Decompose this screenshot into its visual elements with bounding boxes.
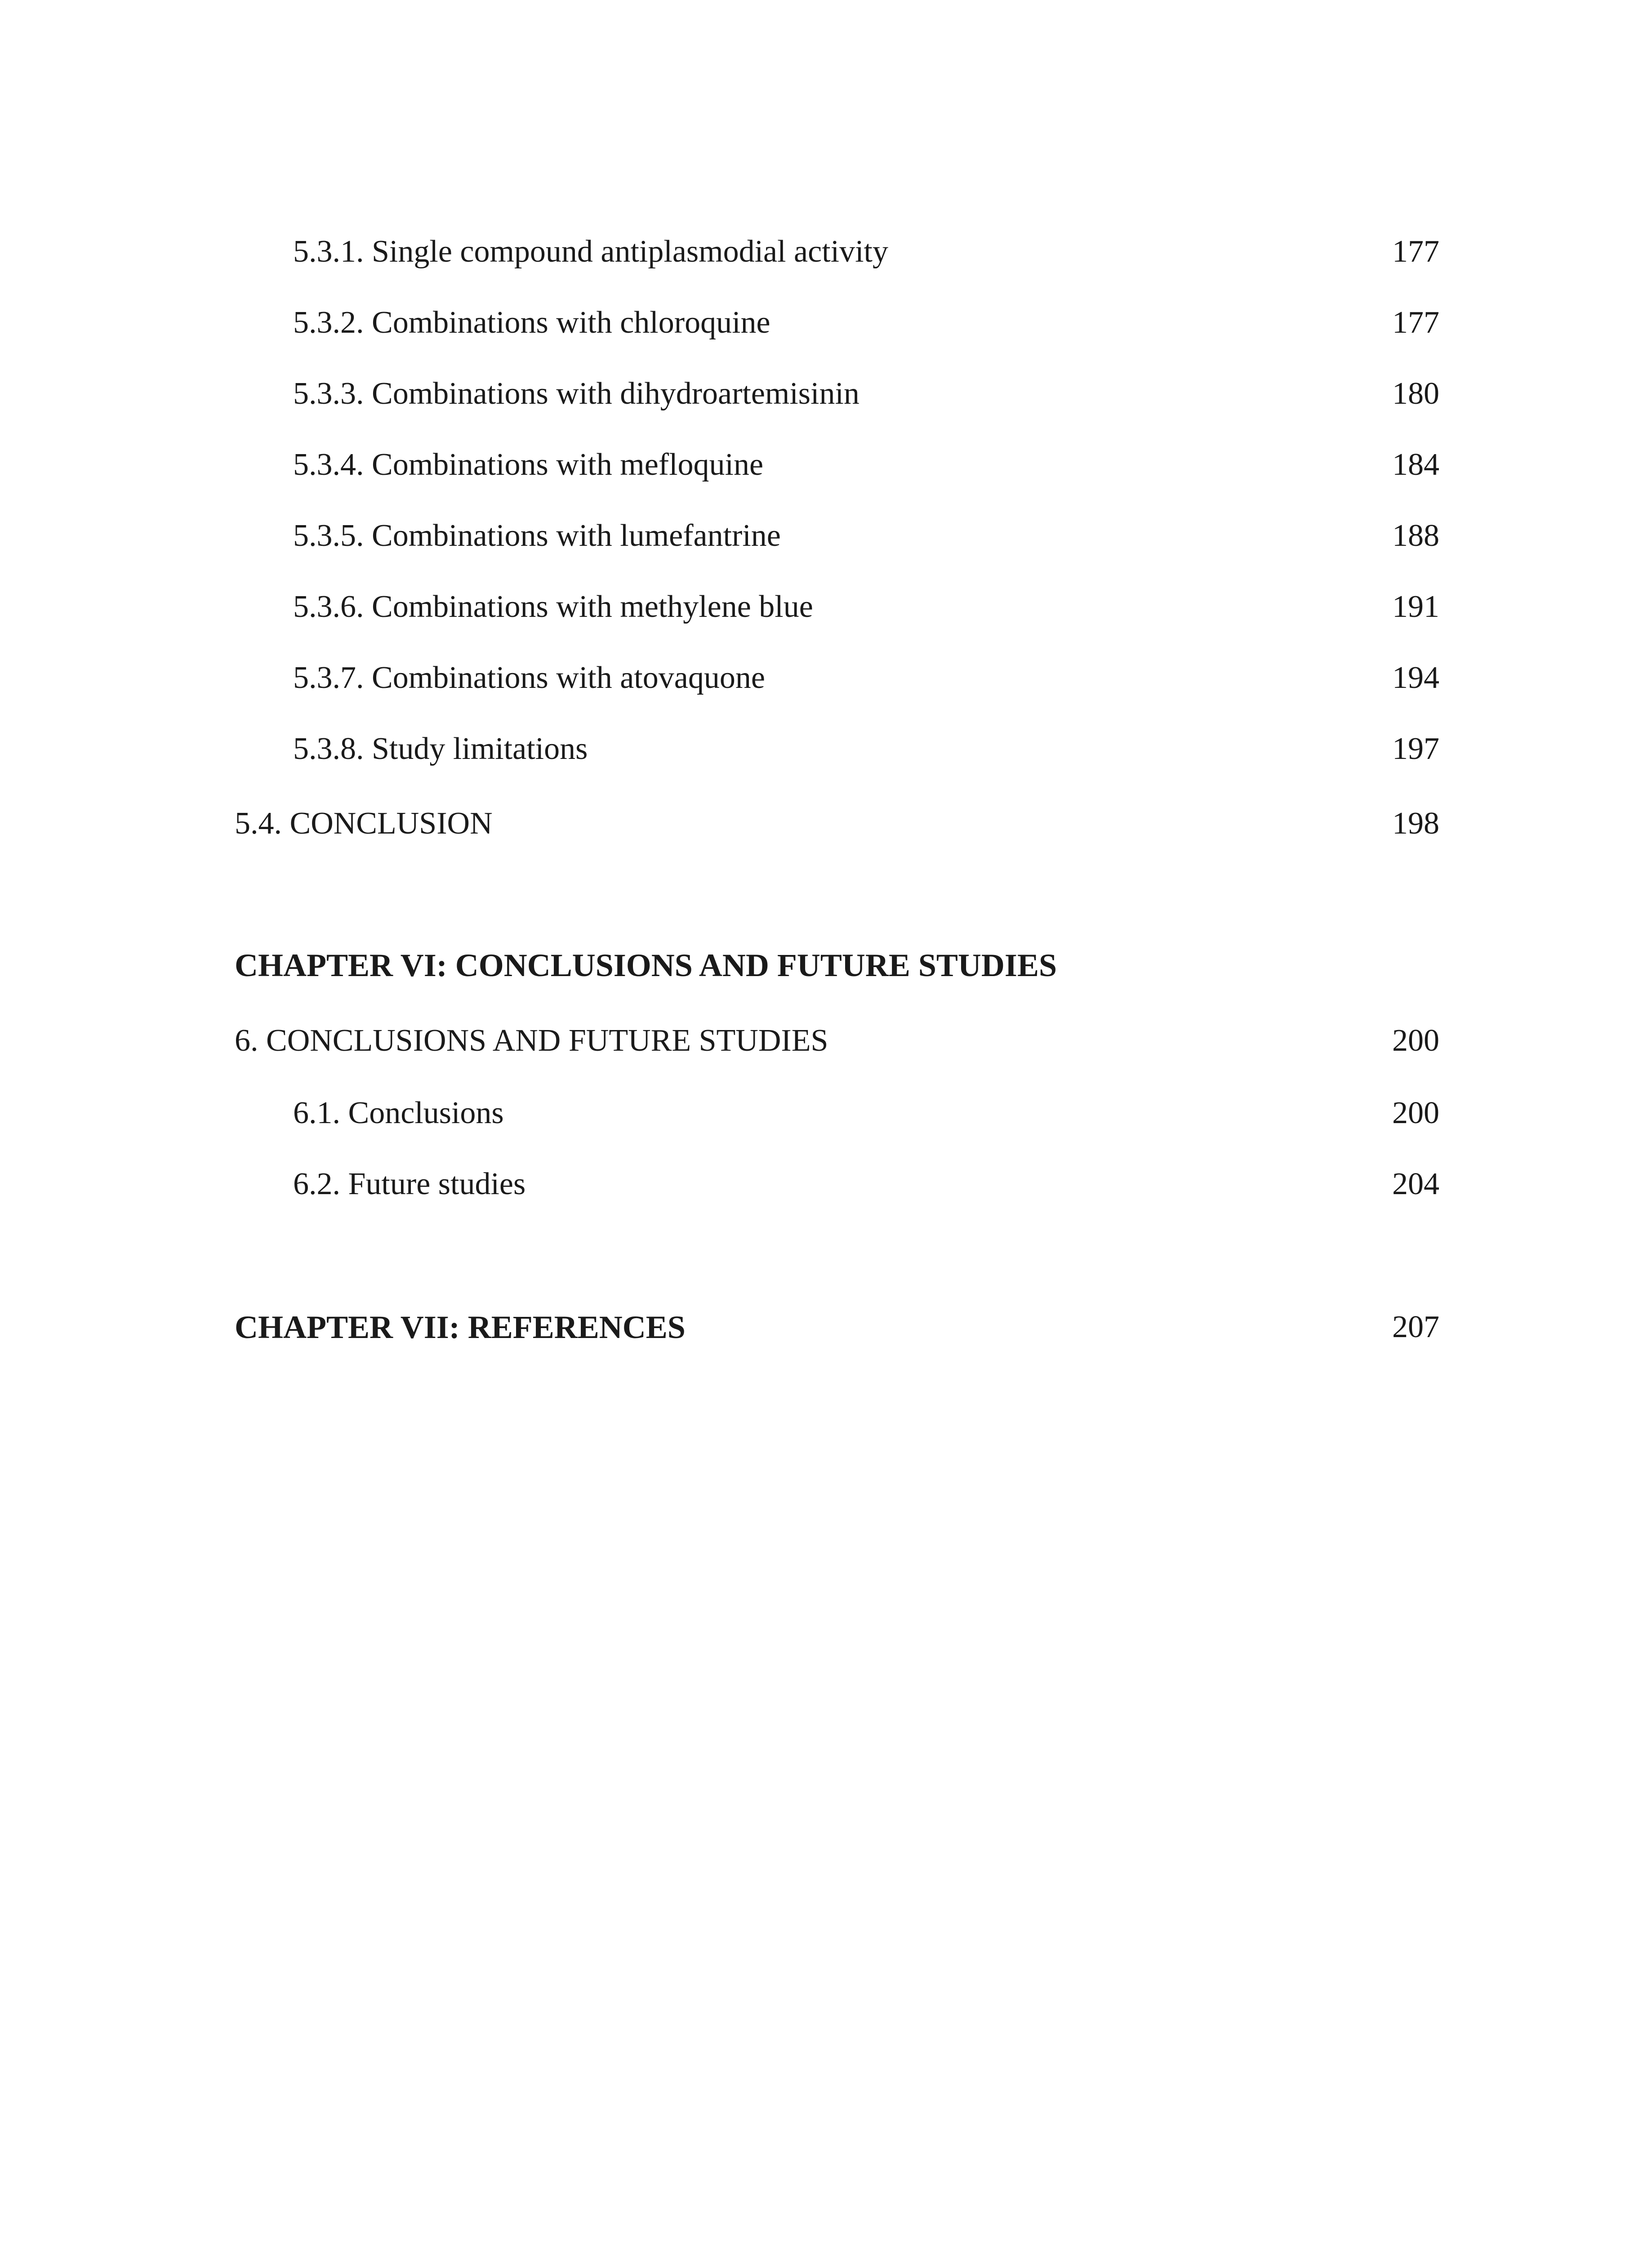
toc-entry-page-number: 188 <box>1392 518 1439 553</box>
toc-entry-page-number: 204 <box>1392 1167 1439 1201</box>
toc-entry-label: 5.3.4. Combinations with mefloquine <box>293 447 764 482</box>
toc-entry-5-3-3[interactable] <box>235 371 1439 416</box>
toc-entry-5-3-4[interactable] <box>235 442 1439 487</box>
toc-entry-page-number: 194 <box>1392 660 1439 695</box>
toc-entry-label: 5.3.7. Combinations with atovaquone <box>293 660 765 695</box>
toc-entry-label: 5.3.8. Study limitations <box>293 731 588 766</box>
toc-entry-page-number: 197 <box>1392 731 1439 766</box>
toc-entry-label: 6. CONCLUSIONS AND FUTURE STUDIES <box>235 1023 828 1058</box>
toc-chapter-heading-vi[interactable] <box>235 943 1439 988</box>
toc-entry-label: 6.2. Future studies <box>293 1167 526 1201</box>
toc-entry-page-number: 198 <box>1392 806 1439 841</box>
toc-entry-label: 5.3.5. Combinations with lumefantrine <box>293 518 781 553</box>
toc-entry-label: 5.3.1. Single compound antiplasmodial activity <box>293 234 888 269</box>
toc-chapter-title: CHAPTER VII: REFERENCES <box>235 1309 686 1345</box>
toc-entry-page-number: 180 <box>1392 376 1439 411</box>
toc-entry-6-1[interactable] <box>235 1091 1439 1136</box>
toc-entry-page-number: 200 <box>1392 1096 1439 1130</box>
toc-entry-label: 5.3.3. Combinations with dihydroartemisinin <box>293 376 859 411</box>
toc-entry-5-3-1[interactable] <box>235 229 1439 274</box>
toc-entry-6-2[interactable] <box>235 1162 1439 1207</box>
toc-entry-page-number: 207 <box>1392 1310 1439 1344</box>
toc-entry-page-number: 177 <box>1392 305 1439 340</box>
toc-entry-page-number: 200 <box>1392 1023 1439 1058</box>
toc-entry-page-number: 184 <box>1392 447 1439 482</box>
toc-entry-5-3-5[interactable] <box>235 513 1439 558</box>
toc-entry-label: 5.4. CONCLUSION <box>235 806 493 841</box>
toc-chapter-heading-vii[interactable] <box>235 1305 1439 1350</box>
toc-entry-5-3-2[interactable] <box>235 300 1439 345</box>
toc-entry-label: 6.1. Conclusions <box>293 1096 504 1130</box>
toc-entry-page-number: 177 <box>1392 234 1439 269</box>
toc-entry-page-number: 191 <box>1392 589 1439 624</box>
toc-entry-label: 5.3.2. Combinations with chloroquine <box>293 305 770 340</box>
toc-entry-5-3-7[interactable] <box>235 656 1439 700</box>
toc-chapter-title: CHAPTER VI: CONCLUSIONS AND FUTURE STUDIES <box>235 947 1057 983</box>
toc-entry-6[interactable] <box>235 1018 1439 1063</box>
toc-entry-5-3-6[interactable] <box>235 584 1439 629</box>
toc-entry-5-4[interactable] <box>235 801 1439 846</box>
toc-entry-label: 5.3.6. Combinations with methylene blue <box>293 589 813 624</box>
toc-entry-5-3-8[interactable] <box>235 727 1439 772</box>
